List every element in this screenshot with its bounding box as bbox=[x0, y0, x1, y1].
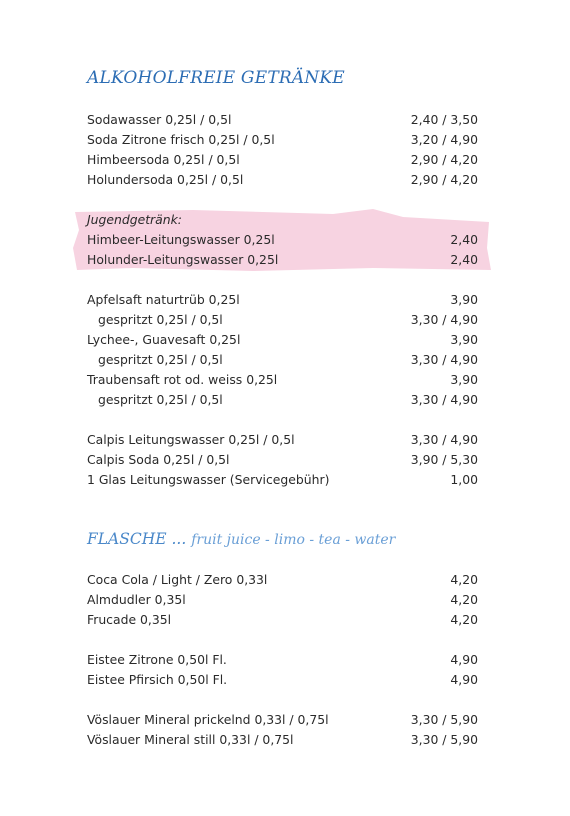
menu-item bbox=[87, 130, 478, 150]
item-name: Vöslauer Mineral still 0,33l / 0,75l bbox=[87, 732, 294, 747]
menu-item bbox=[87, 110, 478, 130]
item-name: gespritzt 0,25l / 0,5l bbox=[98, 392, 223, 407]
menu-item bbox=[87, 470, 478, 490]
menu-item bbox=[87, 390, 478, 410]
menu-item bbox=[87, 670, 478, 690]
item-name: Calpis Soda 0,25l / 0,5l bbox=[87, 452, 230, 467]
item-name: Eistee Zitrone 0,50l Fl. bbox=[87, 652, 227, 667]
item-price: 2,90 / 4,20 bbox=[410, 152, 478, 167]
menu-item bbox=[87, 710, 478, 730]
item-price: 4,90 bbox=[450, 652, 478, 667]
bottles-title: FLASCHE ... bbox=[87, 530, 187, 548]
item-name: gespritzt 0,25l / 0,5l bbox=[98, 312, 223, 327]
menu-item bbox=[87, 570, 478, 590]
item-name: Himbeer-Leitungswasser 0,25l bbox=[87, 232, 275, 247]
item-name: Holunder-Leitungswasser 0,25l bbox=[87, 252, 279, 267]
item-name: Almdudler 0,35l bbox=[87, 592, 186, 607]
item-name: Soda Zitrone frisch 0,25l / 0,5l bbox=[87, 132, 275, 147]
item-name: Traubensaft rot od. weiss 0,25l bbox=[87, 372, 278, 387]
menu-item bbox=[87, 170, 478, 190]
menu-item bbox=[87, 330, 478, 350]
menu-item bbox=[87, 370, 478, 390]
menu-item bbox=[87, 430, 478, 450]
menu-item bbox=[87, 730, 478, 750]
item-name: Sodawasser 0,25l / 0,5l bbox=[87, 112, 232, 127]
item-name: Vöslauer Mineral prickelnd 0,33l / 0,75l bbox=[87, 712, 329, 727]
item-price: 3,30 / 4,90 bbox=[410, 312, 478, 327]
menu-item bbox=[87, 250, 478, 270]
item-price: 4,20 bbox=[450, 572, 478, 587]
item-price: 2,90 / 4,20 bbox=[410, 172, 478, 187]
youth-drinks-label: Jugendgetränk: bbox=[87, 212, 182, 227]
menu-item bbox=[87, 450, 478, 470]
menu-item bbox=[87, 230, 478, 250]
item-name: Lychee-, Guavesaft 0,25l bbox=[87, 332, 241, 347]
item-price: 2,40 / 3,50 bbox=[410, 112, 478, 127]
section-title-bottles bbox=[87, 530, 395, 548]
menu-item bbox=[87, 610, 478, 630]
item-price: 3,30 / 4,90 bbox=[410, 432, 478, 447]
item-price: 4,90 bbox=[450, 672, 478, 687]
item-price: 3,90 bbox=[450, 372, 478, 387]
item-price: 3,30 / 5,90 bbox=[410, 712, 478, 727]
item-price: 3,30 / 4,90 bbox=[410, 352, 478, 367]
group-label bbox=[87, 210, 478, 230]
menu-item bbox=[87, 650, 478, 670]
menu-item bbox=[87, 150, 478, 170]
item-name: Coca Cola / Light / Zero 0,33l bbox=[87, 572, 268, 587]
menu-item bbox=[87, 350, 478, 370]
item-price: 4,20 bbox=[450, 612, 478, 627]
item-name: Frucade 0,35l bbox=[87, 612, 172, 627]
item-name: gespritzt 0,25l / 0,5l bbox=[98, 352, 223, 367]
item-name: Holundersoda 0,25l / 0,5l bbox=[87, 172, 244, 187]
item-price: 3,90 bbox=[450, 292, 478, 307]
item-price: 3,90 bbox=[450, 332, 478, 347]
bottles-subtitle: fruit juice - limo - tea - water bbox=[191, 532, 396, 548]
item-price: 4,20 bbox=[450, 592, 478, 607]
section-title-alcohol-free: ALKOHOLFREIE GETRÄNKE bbox=[87, 68, 345, 88]
item-name: Himbeersoda 0,25l / 0,5l bbox=[87, 152, 240, 167]
item-price: 3,30 / 5,90 bbox=[410, 732, 478, 747]
item-name: Apfelsaft naturtrüb 0,25l bbox=[87, 292, 240, 307]
item-name: Calpis Leitungswasser 0,25l / 0,5l bbox=[87, 432, 295, 447]
item-price: 2,40 bbox=[450, 232, 478, 247]
item-name: Eistee Pfirsich 0,50l Fl. bbox=[87, 672, 228, 687]
menu-item bbox=[87, 590, 478, 610]
item-price: 2,40 bbox=[450, 252, 478, 267]
menu-item bbox=[87, 310, 478, 330]
item-price: 3,20 / 4,90 bbox=[410, 132, 478, 147]
menu-item bbox=[87, 290, 478, 310]
item-price: 1,00 bbox=[450, 472, 478, 487]
item-price: 3,30 / 4,90 bbox=[410, 392, 478, 407]
item-name: 1 Glas Leitungswasser (Servicegebühr) bbox=[87, 472, 330, 487]
item-price: 3,90 / 5,30 bbox=[410, 452, 478, 467]
